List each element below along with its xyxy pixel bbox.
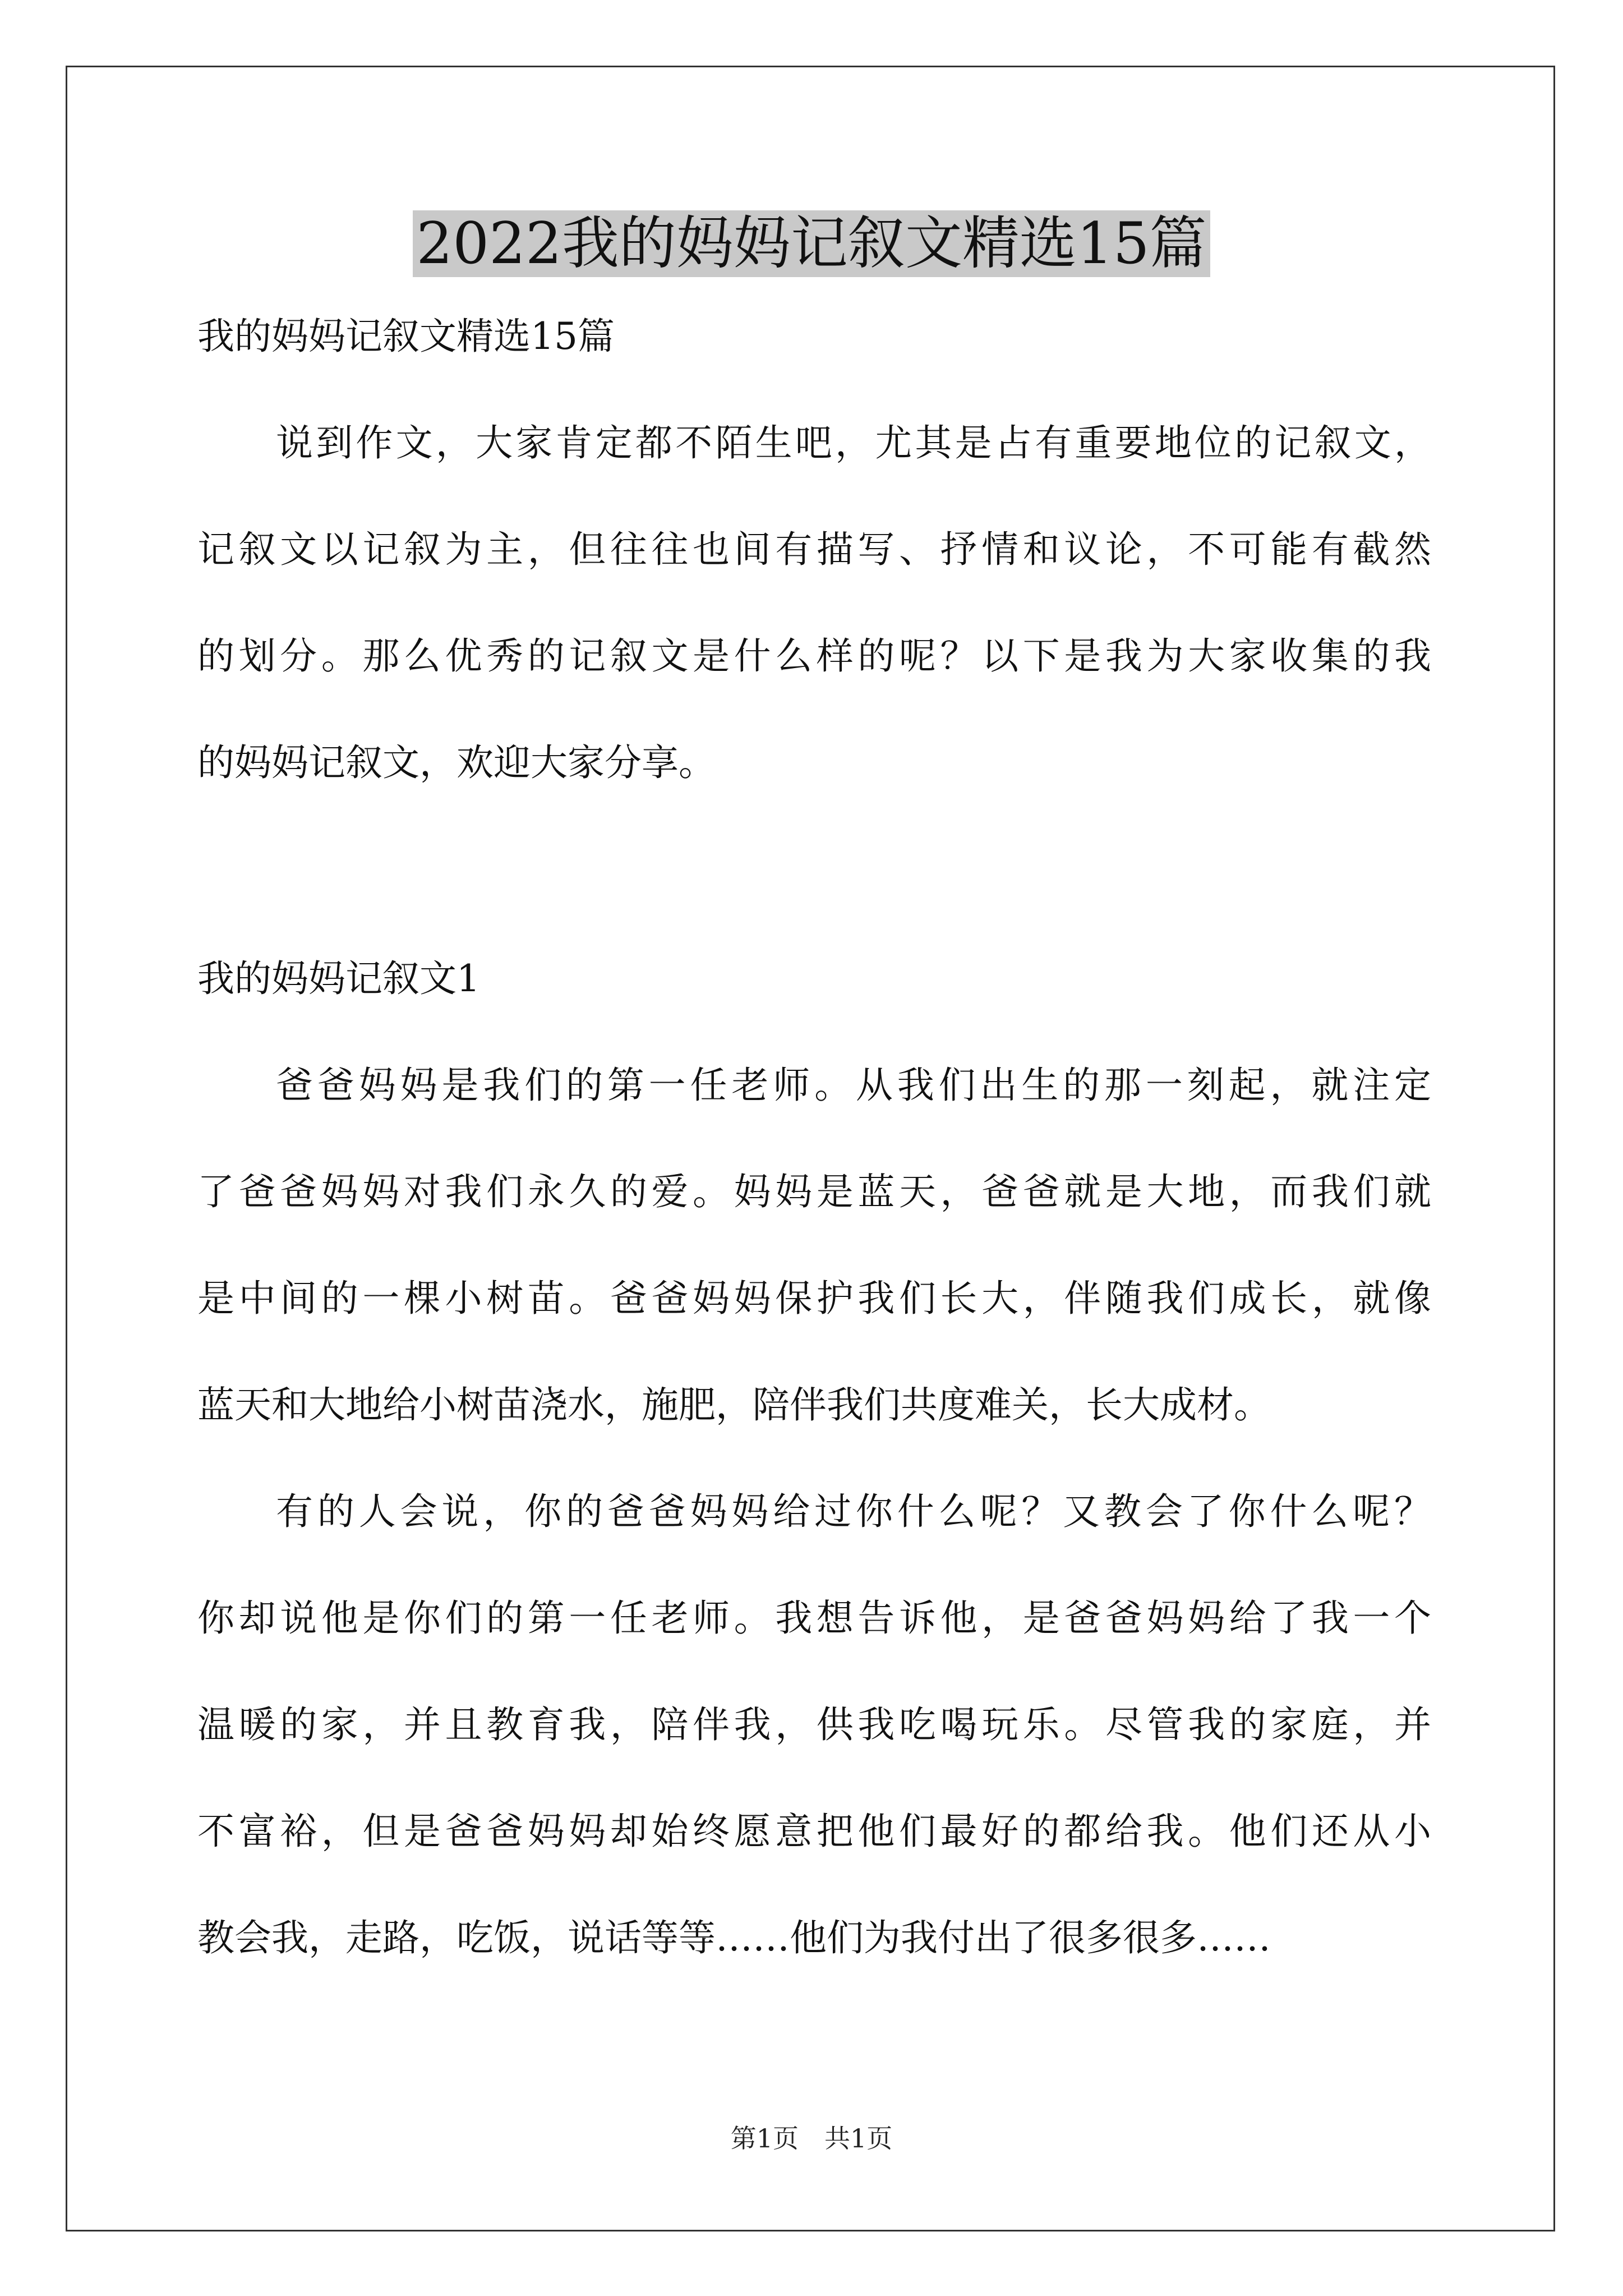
paragraph-2	[197, 1489, 1431, 1961]
paragraph-line: 有的人会说，你的爸爸妈妈给过你什么呢？又教会了你什么呢？	[276, 1490, 1431, 1533]
intro-line: 说到作文，大家肯定都不陌生吧，尤其是占有重要地位的记叙文，	[276, 421, 1431, 464]
paragraph-line: 温暖的家，并且教育我，陪伴我，供我吃喝玩乐。尽管我的家庭，并	[197, 1703, 1431, 1746]
intro-line: 记叙文以记叙为主，但往往也间有描写、抒情和议论，不可能有截然	[197, 528, 1431, 571]
paragraph-line: 教会我，走路，吃饭，说话等等……他们为我付出了很多很多……	[197, 1916, 1271, 1959]
paragraph-line: 了爸爸妈妈对我们永久的爱。妈妈是蓝天，爸爸就是大地，而我们就	[197, 1170, 1431, 1213]
paragraph-line: 是中间的一棵小树苗。爸爸妈妈保护我们长大，伴随我们成长，就像	[197, 1277, 1431, 1320]
document-title-text: 2022我的妈妈记叙文精选15篇	[413, 210, 1210, 277]
paragraph-line: 蓝天和大地给小树苗浇水，施肥，陪伴我们共度难关，长大成材。	[197, 1383, 1271, 1427]
section-heading: 我的妈妈记叙文1	[197, 957, 480, 1000]
paragraph-1	[197, 1063, 1431, 1428]
intro-paragraph	[197, 421, 1431, 785]
document-subtitle: 我的妈妈记叙文精选15篇	[197, 315, 615, 358]
paragraph-line: 爸爸妈妈是我们的第一任老师。从我们出生的那一刻起，就注定	[276, 1064, 1431, 1107]
document-title	[0, 202, 1623, 286]
paragraph-line: 你却说他是你们的第一任老师。我想告诉他，是爸爸妈妈给了我一个	[197, 1596, 1431, 1640]
paragraph-line: 不富裕，但是爸爸妈妈却始终愿意把他们最好的都给我。他们还从小	[197, 1810, 1431, 1853]
intro-line: 的划分。那么优秀的记叙文是什么样的呢？以下是我为大家收集的我	[197, 634, 1431, 678]
page-number: 第1页 共1页	[730, 2123, 893, 2154]
intro-line: 的妈妈记叙文，欢迎大家分享。	[197, 741, 716, 784]
